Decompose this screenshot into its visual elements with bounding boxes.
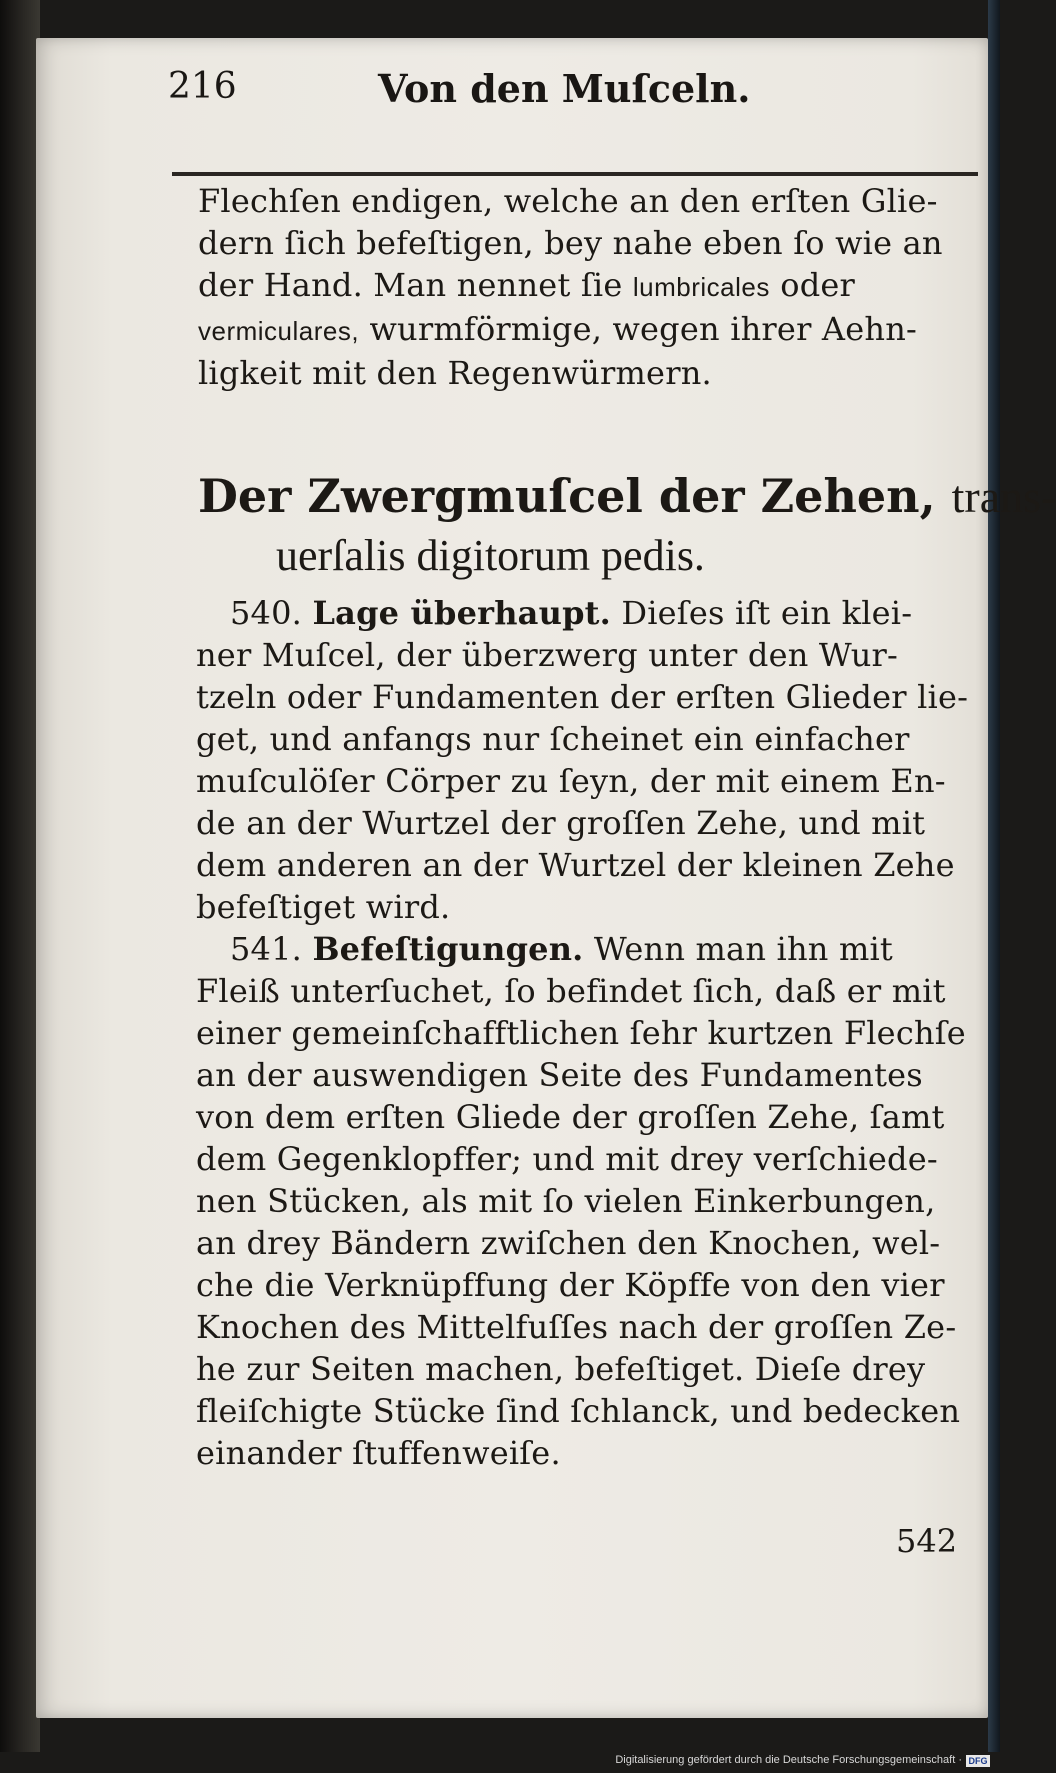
text-line: he zur Seiten machen, befeſtiget. Dieſe drey	[196, 1350, 926, 1388]
text-line: Flechſen endigen, welche an den erſten Glie-	[198, 182, 938, 220]
text-line: nen Stücken, als mit ſo vielen Einkerbungen,	[196, 1182, 936, 1220]
section-title: Befeſtigungen.	[312, 930, 584, 968]
text-line	[198, 264, 978, 308]
book-edge-right	[988, 0, 1000, 1773]
text-line: befeſtiget wird.	[196, 888, 451, 926]
text-fragment: Wenn man ihn mit	[593, 930, 893, 968]
text-line: an drey Bändern zwiſchen den Knochen, wel-	[196, 1224, 941, 1262]
footer-credit: Digitalisierung gefördert durch die Deutsche Forschungsgemeinschaft ·	[615, 1754, 962, 1766]
text-fragment: der Hand. Man nennet ſie	[198, 266, 623, 304]
running-head: Von den Muſceln.	[378, 66, 751, 111]
latin-term: lumbricales	[632, 272, 770, 302]
text-line: einander ſtuffenweiſe.	[196, 1434, 561, 1472]
text-line: Fleiß unterſuchet, ſo befindet ſich, daß er mit	[196, 972, 946, 1010]
section-number: 540.	[230, 594, 303, 632]
section-heading	[198, 466, 1056, 585]
text-line: Knochen des Mittelfuſſes nach der groſſen Ze-	[196, 1308, 957, 1346]
body-text	[196, 592, 976, 1474]
text-line: einer gemeinſchafftlichen ſehr kurtzen Flechſe	[196, 1014, 966, 1052]
catchword: 542	[896, 1522, 958, 1560]
text-line: dem anderen an der Wurtzel der kleinen Zehe	[196, 846, 955, 884]
text-line	[198, 308, 978, 352]
text-fragment: wurmförmige, wegen ihrer Aehn-	[369, 310, 918, 348]
text-line: fleiſchigte Stücke ſind ſchlanck, und bedecken	[196, 1392, 961, 1430]
text-line: dern ſich befeſtigen, bey nahe eben ſo wie an	[198, 224, 943, 262]
section-title: Lage überhaupt.	[312, 594, 611, 632]
text-line: de an der Wurtzel der groſſen Zehe, und mit	[196, 804, 926, 842]
dfg-logo: DFG	[966, 1755, 990, 1767]
text-line: tzeln oder Fundamenten der erſten Glieder lie-	[196, 678, 969, 716]
section-first-line	[196, 928, 976, 970]
intro-paragraph	[198, 180, 978, 394]
section-number: 541.	[230, 930, 303, 968]
heading-german: Der Zwergmuſcel der Zehen,	[198, 469, 936, 523]
latin-term: vermiculares,	[198, 316, 360, 346]
text-line: muſculöſer Cörper zu ſeyn, der mit einem En-	[196, 762, 946, 800]
heading-line	[198, 466, 1056, 527]
text-fragment: oder	[780, 266, 856, 304]
page-number: 216	[168, 66, 237, 107]
text-line: ligkeit mit den Regenwürmern.	[198, 354, 712, 392]
text-line: an der auswendigen Seite des Fundamentes	[196, 1056, 923, 1094]
text-line: ner Muſcel, der überzwerg unter den Wur-	[196, 636, 899, 674]
header-rule	[172, 172, 978, 176]
book-edge-left	[0, 0, 40, 1773]
heading-latin-continued: uerſalis digitorum pedis.	[276, 531, 705, 580]
page-header	[168, 66, 878, 126]
heading-latin: trans-	[951, 471, 1056, 522]
text-fragment: Dieſes iſt ein klei-	[621, 594, 913, 632]
section-first-line	[196, 592, 976, 634]
text-line: dem Gegenklopffer; und mit drey verſchiede-	[196, 1140, 938, 1178]
text-line: get, und anfangs nur ſcheinet ein einfacher	[196, 720, 910, 758]
text-line: von dem erſten Gliede der groſſen Zehe, ſamt	[196, 1098, 945, 1136]
text-line: che die Verknüpffung der Köpffe von den vier	[196, 1266, 945, 1304]
